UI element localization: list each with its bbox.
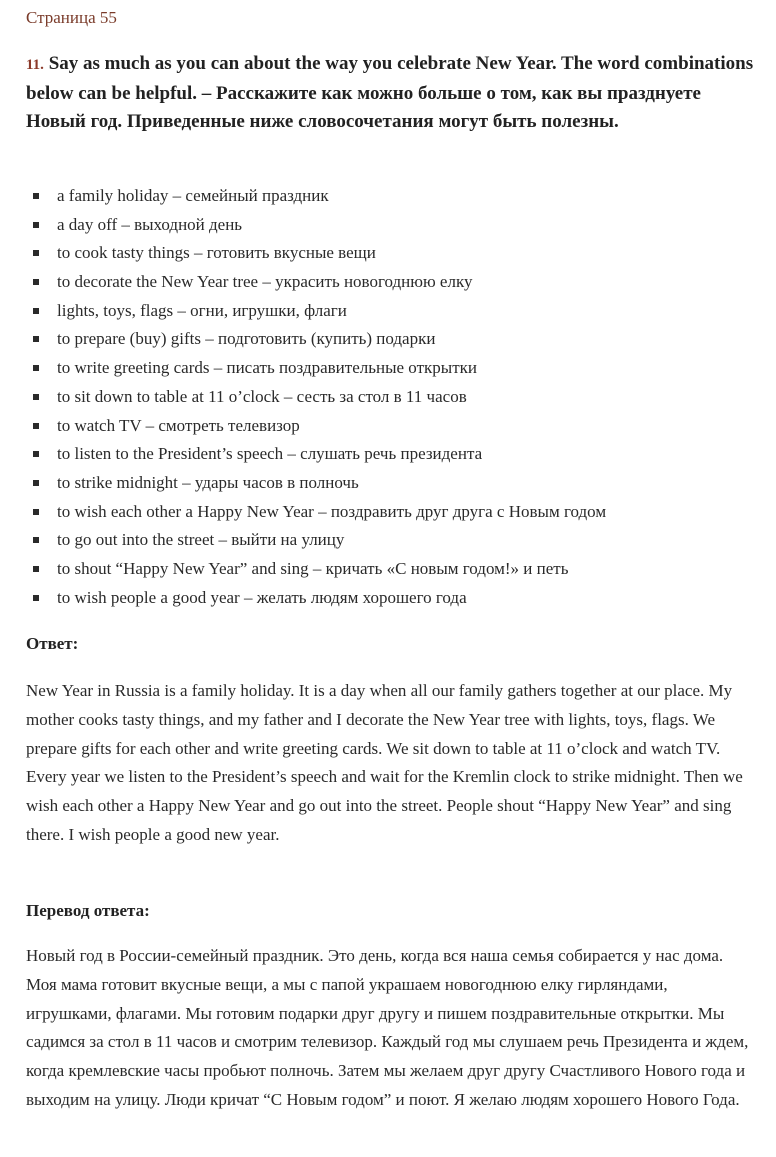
translation-heading: Перевод ответа:	[26, 901, 150, 920]
vocab-item	[26, 239, 606, 268]
bullet-icon	[33, 451, 39, 457]
answer-heading: Ответ:	[26, 634, 79, 653]
vocab-item	[26, 268, 606, 297]
bullet-icon	[33, 365, 39, 371]
bullet-icon	[33, 394, 39, 400]
bullet-icon	[33, 566, 39, 572]
vocab-item	[26, 555, 606, 584]
bullet-icon	[33, 222, 39, 228]
vocab-item	[26, 584, 606, 613]
vocab-text: to sit down to table at 11 o’clock – сесть за стол в 11 часов	[57, 386, 467, 406]
task-number: 11.	[26, 57, 44, 73]
vocab-item	[26, 354, 606, 383]
bullet-icon	[33, 308, 39, 314]
vocabulary-list	[26, 182, 606, 612]
bullet-icon	[33, 336, 39, 342]
vocab-text: to watch TV – смотреть телевизор	[57, 415, 300, 435]
vocab-item	[26, 440, 606, 469]
bullet-icon	[33, 193, 39, 199]
vocab-item	[26, 469, 606, 498]
vocab-item	[26, 412, 606, 441]
vocab-item	[26, 383, 606, 412]
vocab-text: to listen to the President’s speech – слушать речь президента	[57, 444, 483, 464]
vocab-text: a family holiday – семейный праздник	[57, 186, 329, 205]
vocab-text: a day off – выходной день	[57, 214, 243, 234]
task-text: Say as much as you can about the way you celebrate New Year. The word combinations below can be helpful. – Расскажите как можно больше о том, как вы празднуете Новый год. Приведенные ниже словосочетания могут быть полезны.	[26, 53, 754, 132]
bullet-icon	[33, 423, 39, 429]
vocab-text: lights, toys, flags – огни, игрушки, флаги	[57, 300, 347, 320]
bullet-icon	[33, 250, 39, 256]
vocab-text: to decorate the New Year tree – украсить новогоднюю елку	[57, 272, 473, 292]
bullet-icon	[33, 279, 39, 285]
vocab-item	[26, 211, 606, 240]
vocab-item	[26, 325, 606, 354]
page-number-label: Страница 55	[26, 8, 117, 27]
vocab-text: to wish people a good year – желать людям хорошего года	[57, 587, 467, 607]
bullet-icon	[33, 537, 39, 543]
bullet-icon	[33, 595, 39, 601]
vocab-text: to cook tasty things – готовить вкусные вещи	[57, 243, 376, 263]
translation-text: Новый год в России-семейный праздник. Это день, когда вся наша семья собирается у нас дома. Моя мама готовит вкусные вещи, а мы с папой украшаем новогоднюю елку гирляндами, игрушками, флагами. Мы готовим подарки друг другу и пишем поздравительные открытки. Мы садимся за стол в 11 часов и смотрим телевизор. Каждый год мы слушаем речь Президента и ждем, когда кремлевские часы пробьют полночь. Затем мы желаем друг другу Счастливого Нового года и выходим на улицу. Люди кричат “С Новым годом” и поют. Я желаю людям хорошего Нового Года.	[26, 946, 749, 1109]
vocab-text: to strike midnight – удары часов в полночь	[57, 472, 359, 492]
answer-text: New Year in Russia is a family holiday. It is a day when all our family gathers together at our place. My mother cooks tasty things, and my father and I decorate the New Year tree with lights, toys, flags. We prepare gifts for each other and write greeting cards. We sit down to table at 11 o’clock and watch TV. Every year we listen to the President’s speech and wait for the Kremlin clock to strike midnight. Then we wish each other a Happy New Year and go out into the street. People shout “Happy New Year” and sing there. I wish people a good new year.	[26, 681, 743, 844]
vocab-item	[26, 297, 606, 326]
vocab-item	[26, 182, 606, 211]
bullet-icon	[33, 480, 39, 486]
vocab-text: to prepare (buy) gifts – подготовить (купить) подарки	[57, 329, 436, 349]
vocab-item	[26, 498, 606, 527]
vocab-text: to write greeting cards – писать поздравительные открытки	[57, 358, 477, 378]
vocab-item	[26, 526, 606, 555]
vocab-text: to go out into the street – выйти на улицу	[57, 530, 345, 550]
vocab-text: to shout “Happy New Year” and sing – кричать «С новым годом!» и петь	[57, 558, 569, 578]
vocab-text: to wish each other a Happy New Year – поздравить друг друга с Новым годом	[57, 501, 607, 521]
bullet-icon	[33, 509, 39, 515]
task-prompt	[26, 50, 754, 137]
